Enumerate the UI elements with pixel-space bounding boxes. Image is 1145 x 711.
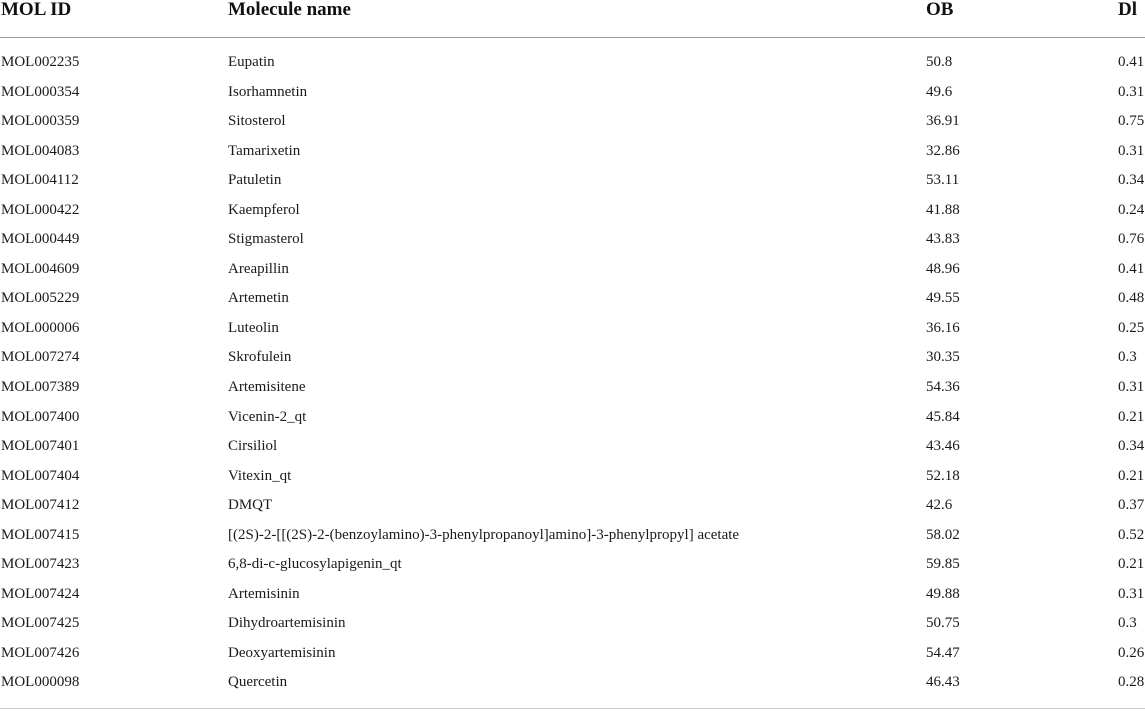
cell-ob: 32.86 <box>926 142 960 159</box>
table-row <box>0 38 1145 68</box>
cell-dl: 0.75 <box>1118 113 1145 130</box>
cell-dl: 0.24 <box>1118 201 1145 218</box>
cell-molecule-name: Cirsiliol <box>228 438 278 455</box>
cell-ob: 52.18 <box>926 467 960 484</box>
cell-molecule-name: Vitexin_qt <box>228 467 292 484</box>
table-row <box>0 599 1145 632</box>
cell-ob: 49.55 <box>926 290 960 307</box>
cell-molecule-name: Patuletin <box>228 172 282 189</box>
cell-dl: 0.34 <box>1118 172 1145 189</box>
cell-mol-id: MOL000098 <box>1 674 80 691</box>
cell-ob: 36.91 <box>926 113 960 130</box>
cell-mol-id: MOL000006 <box>1 319 80 336</box>
cell-ob: 45.84 <box>926 408 960 425</box>
cell-ob: 42.6 <box>926 497 953 514</box>
header-dl: Dl <box>1118 0 1137 20</box>
cell-molecule-name: DMQT <box>228 497 273 514</box>
cell-dl: 0.31 <box>1118 379 1145 396</box>
cell-molecule-name: Artemisinin <box>228 585 300 602</box>
table-row <box>0 629 1145 659</box>
cell-molecule-name: Areapillin <box>228 260 289 277</box>
cell-molecule-name: 6,8-di-c-glucosylapigenin_qt <box>228 556 402 573</box>
cell-molecule-name: Artemisitene <box>228 379 306 396</box>
cell-ob: 54.47 <box>926 644 960 661</box>
cell-dl: 0.37 <box>1118 497 1145 514</box>
cell-dl: 0.41 <box>1118 54 1145 70</box>
cell-ob: 49.6 <box>926 83 953 100</box>
cell-dl: 0.21 <box>1118 467 1145 484</box>
cell-molecule-name: Artemetin <box>228 290 289 307</box>
table-row <box>0 540 1145 573</box>
cell-mol-id: MOL007424 <box>1 585 80 602</box>
table-row <box>0 333 1145 366</box>
table-row <box>0 570 1145 600</box>
cell-molecule-name: Quercetin <box>228 674 288 691</box>
table-row <box>0 97 1145 130</box>
table-row <box>0 363 1145 396</box>
cell-molecule-name: Skrofulein <box>228 349 292 366</box>
table-header <box>0 0 1145 38</box>
table-body <box>0 38 1145 691</box>
cell-dl: 0.28 <box>1118 674 1145 691</box>
cell-dl: 0.21 <box>1118 408 1145 425</box>
cell-molecule-name: Luteolin <box>228 319 279 336</box>
table-bottom-rule <box>0 708 1145 709</box>
cell-mol-id: MOL007274 <box>1 349 80 366</box>
cell-molecule-name: Dihydroartemisinin <box>228 615 346 632</box>
cell-molecule-name: Kaempferol <box>228 201 300 218</box>
cell-mol-id: MOL007412 <box>1 497 80 514</box>
cell-ob: 43.46 <box>926 438 960 455</box>
cell-mol-id: MOL007389 <box>1 379 80 396</box>
table-row <box>0 452 1145 482</box>
cell-dl: 0.52 <box>1118 526 1145 543</box>
cell-dl: 0.3 <box>1118 349 1137 366</box>
cell-mol-id: MOL000354 <box>1 83 80 100</box>
cell-dl: 0.31 <box>1118 83 1145 100</box>
cell-molecule-name: Stigmasterol <box>228 231 304 248</box>
header-molecule-name: Molecule name <box>228 0 351 20</box>
table-row <box>0 274 1145 307</box>
cell-mol-id: MOL000449 <box>1 231 80 248</box>
cell-dl: 0.31 <box>1118 585 1145 602</box>
header-mol-id: MOL ID <box>1 0 72 20</box>
cell-mol-id: MOL007425 <box>1 615 80 632</box>
table-row <box>0 393 1145 423</box>
cell-mol-id: MOL007404 <box>1 467 80 484</box>
table-row <box>0 245 1145 275</box>
cell-dl: 0.21 <box>1118 556 1145 573</box>
table-row <box>0 304 1145 334</box>
cell-dl: 0.48 <box>1118 290 1145 307</box>
cell-mol-id: MOL007401 <box>1 438 80 455</box>
cell-mol-id: MOL000422 <box>1 201 80 218</box>
cell-ob: 41.88 <box>926 201 960 218</box>
cell-mol-id: MOL004083 <box>1 142 80 159</box>
header-ob: OB <box>926 0 954 20</box>
table-row <box>0 186 1145 216</box>
cell-dl: 0.3 <box>1118 615 1137 632</box>
cell-mol-id: MOL004112 <box>1 172 79 189</box>
table-row <box>0 481 1145 514</box>
cell-ob: 49.88 <box>926 585 960 602</box>
cell-ob: 48.96 <box>926 260 960 277</box>
cell-ob: 58.02 <box>926 526 960 543</box>
cell-ob: 59.85 <box>926 556 960 573</box>
cell-dl: 0.76 <box>1118 231 1145 248</box>
cell-dl: 0.26 <box>1118 644 1145 661</box>
cell-mol-id: MOL007426 <box>1 644 80 661</box>
table-row <box>0 511 1145 541</box>
table-row <box>0 156 1145 189</box>
cell-mol-id: MOL000359 <box>1 113 80 130</box>
cell-molecule-name: Tamarixetin <box>228 142 301 159</box>
cell-ob: 50.75 <box>926 615 960 632</box>
cell-ob: 50.8 <box>926 54 953 70</box>
table-row <box>0 215 1145 248</box>
cell-molecule-name: Isorhamnetin <box>228 83 308 100</box>
table-row <box>0 127 1145 157</box>
cell-dl: 0.41 <box>1118 260 1145 277</box>
cell-ob: 46.43 <box>926 674 960 691</box>
cell-mol-id: MOL004609 <box>1 260 80 277</box>
table-row <box>0 422 1145 455</box>
cell-molecule-name: Eupatin <box>228 54 275 70</box>
cell-molecule-name: Sitosterol <box>228 113 286 130</box>
cell-molecule-name: Deoxyartemisinin <box>228 644 336 661</box>
cell-dl: 0.34 <box>1118 438 1145 455</box>
cell-molecule-name: Vicenin-2_qt <box>228 408 307 425</box>
cell-ob: 43.83 <box>926 231 960 248</box>
cell-mol-id: MOL007415 <box>1 526 80 543</box>
cell-ob: 54.36 <box>926 379 960 396</box>
cell-dl: 0.31 <box>1118 142 1145 159</box>
cell-mol-id: MOL007400 <box>1 408 80 425</box>
table-row <box>0 68 1145 98</box>
cell-mol-id: MOL007423 <box>1 556 80 573</box>
cell-mol-id: MOL002235 <box>1 54 80 70</box>
cell-ob: 30.35 <box>926 349 960 366</box>
cell-ob: 53.11 <box>926 172 960 189</box>
cell-mol-id: MOL005229 <box>1 290 80 307</box>
cell-molecule-name: [(2S)-2-[[(2S)-2-(benzoylamino)-3-phenylpropanoyl]amino]-3-phenylpropyl] acetate <box>228 526 740 543</box>
cell-ob: 36.16 <box>926 319 960 336</box>
table-row <box>0 658 1145 691</box>
cell-dl: 0.25 <box>1118 319 1145 336</box>
